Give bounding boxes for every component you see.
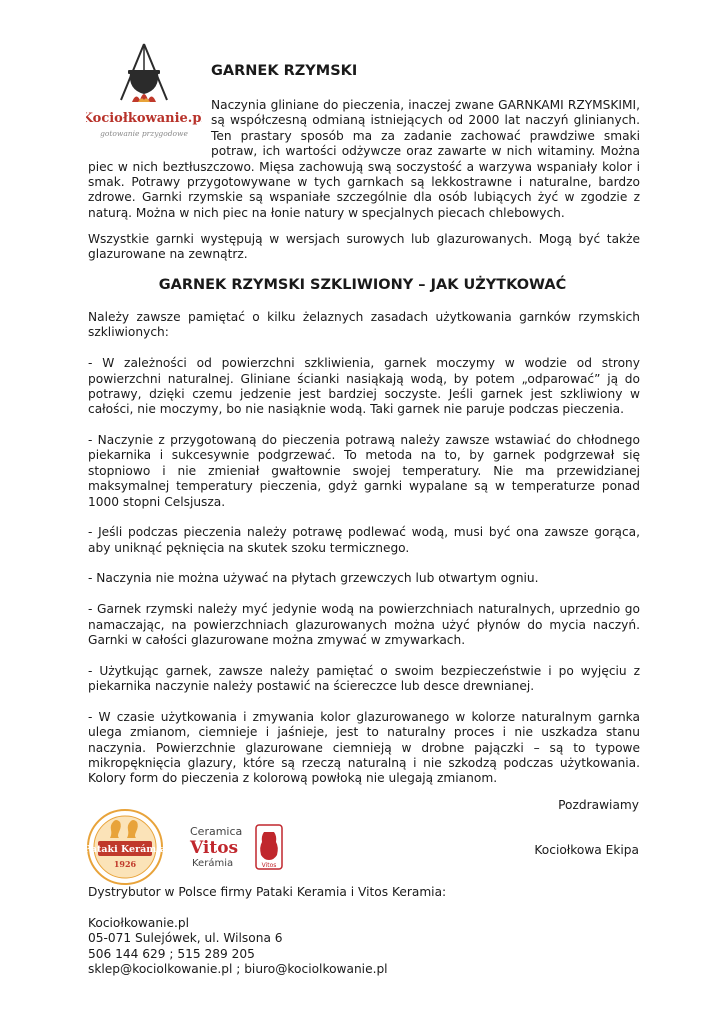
pataki-name: Pataki Kerámia — [86, 844, 164, 855]
rule-item: - Użytkując garnek, zawsze należy pamiętać o swoim bezpieczeństwie i po wyjęciu z piekarnika naczynie należy postawić na ściereczce lub desce drewnianej. — [88, 663, 640, 694]
page-title: GARNEK RZYMSKI — [211, 63, 358, 79]
vitos-keramia-logo — [188, 822, 284, 872]
greeting: Pozdrawiamy — [558, 798, 639, 812]
glaze-versions-paragraph: Wszystkie garnki występują w wersjach surowych lub glazurowanych. Mogą być także glazurowane na zewnątrz. — [88, 232, 640, 262]
rule-item: - Naczynia nie można używać na płytach grzewczych lub otwartym ogniu. — [88, 571, 539, 586]
vitos-line2: Vitos — [190, 838, 239, 858]
vitos-line1: Ceramica — [190, 825, 243, 838]
section-title: GARNEK RZYMSKI SZKLIWIONY – JAK UŻYTKOWAĆ — [158, 277, 567, 293]
address: 05-071 Sulejówek, ul. Wilsona 6 — [88, 931, 283, 946]
rule-item: - Jeśli podczas pieczenia należy potrawę podlewać wodą, musi być ona zawsze gorąca, aby uniknąć pęknięcia na skutek szoku termicznego. — [88, 525, 640, 555]
rules-intro: Należy zawsze pamiętać o kilku żelaznych zasadach użytkowania garnków rzymskich szkliwionych: — [88, 310, 640, 340]
rule-item: - W zależności od powierzchni szkliwienia, garnek moczymy w wodzie od strony powierzchni naturalnej. Gliniane ścianki nasiąkają wodą, by potem „odparować” ją do potrawy, dzięki czemu jedzenie jest bardziej soczyste. Jeśli garnek jest szkliwiony w całości, nie moczymy, bo nie nasiąknie wodą. Taki garnek nie paruje podczas pieczenia. — [88, 356, 640, 417]
pataki-year: 1926 — [113, 859, 137, 869]
rule-item: - Garnek rzymski należy myć jedynie wodą na powierzchniach naturalnych, uprzednio go namaczając, na powierzchniach glazurowanych można użyć płynów do mycia naczyń. Garnki w całości glazurowane można zmywać w zmywarkach. — [88, 602, 640, 647]
intro-paragraph — [88, 98, 640, 221]
logo-wrap-spacer — [88, 98, 211, 145]
logo-name: Kociołkowanie.pl — [86, 111, 202, 126]
vitos-badge: Vitos — [261, 862, 277, 869]
pataki-keramia-logo — [86, 808, 164, 886]
distributor-line: Dystrybutor w Polsce firmy Pataki Keramia i Vitos Keramia: — [88, 885, 447, 899]
rule-item: - W czasie użytkowania i zmywania kolor glazurowanego w kolorze naturalnym garnka ulega zmianom, ciemnieje i jaśnieje, jest to naturalny proces i nie uszkadza stanu naczynia. Powierzchnie glazurowane ciemnieją w drobne pajączki – są to typowe mikropęknięcia glazury, które są rzeczą naturalną i nie szkodzą podczas użytkowania. Kolory form do pieczenia z kolorową powłoką nie ulegają zmianom. — [88, 709, 640, 786]
contact-block — [88, 916, 388, 978]
email-addresses: sklep@kociolkowanie.pl ; biuro@kociolkowanie.pl — [88, 962, 388, 977]
intro-text: Naczynia gliniane do pieczenia, inaczej zwane GARNKAMI RZYMSKIMI, są współczesną odmianą istniejących od 2000 lat naczyń glinianych. Ten prastary sposób ma za zadanie zachować prawdziwe smaki potraw, ich wartości odżywcze oraz zawarte w nich witaminy. Można piec w nich beztłuszczowo. Mięsa zachowują swą soczystość a warzywa wspaniały kolor i smak. Potrawy przygotowywane w tych garnkach są lekkostrawne i naturalne, bardzo zdrowe. Garnki rzymskie są wspaniałe szczególnie dla osób lubiących żyć w zgodzie z naturą. Można w nich piec na łonie natury w specjalnych piecach chlebowych. — [88, 98, 640, 220]
phone-numbers: 506 144 629 ; 515 289 205 — [88, 946, 255, 961]
rule-item: - Naczynie z przygotowaną do pieczenia potrawą należy zawsze wstawiać do chłodnego piekarnika i sukcesywnie podgrzewać. To metoda na to, by garnek podgrzewał się stopniowo i nie zmieniał gwałtownie swojej temperatury. Nie ma przewidzianej maksymalnej temperatury pieczenia, gdyż garnki wypalane są w temperaturze ponad 1000 stopni Celsjusza. — [88, 433, 640, 509]
vitos-line3: Kerámia — [192, 858, 234, 869]
company-name: Kociołkowanie.pl — [88, 916, 189, 930]
logo-tagline: gotowanie przygodowe — [100, 129, 188, 138]
signature: Kociołkowa Ekipa — [534, 843, 639, 857]
usage-rules — [88, 310, 640, 802]
